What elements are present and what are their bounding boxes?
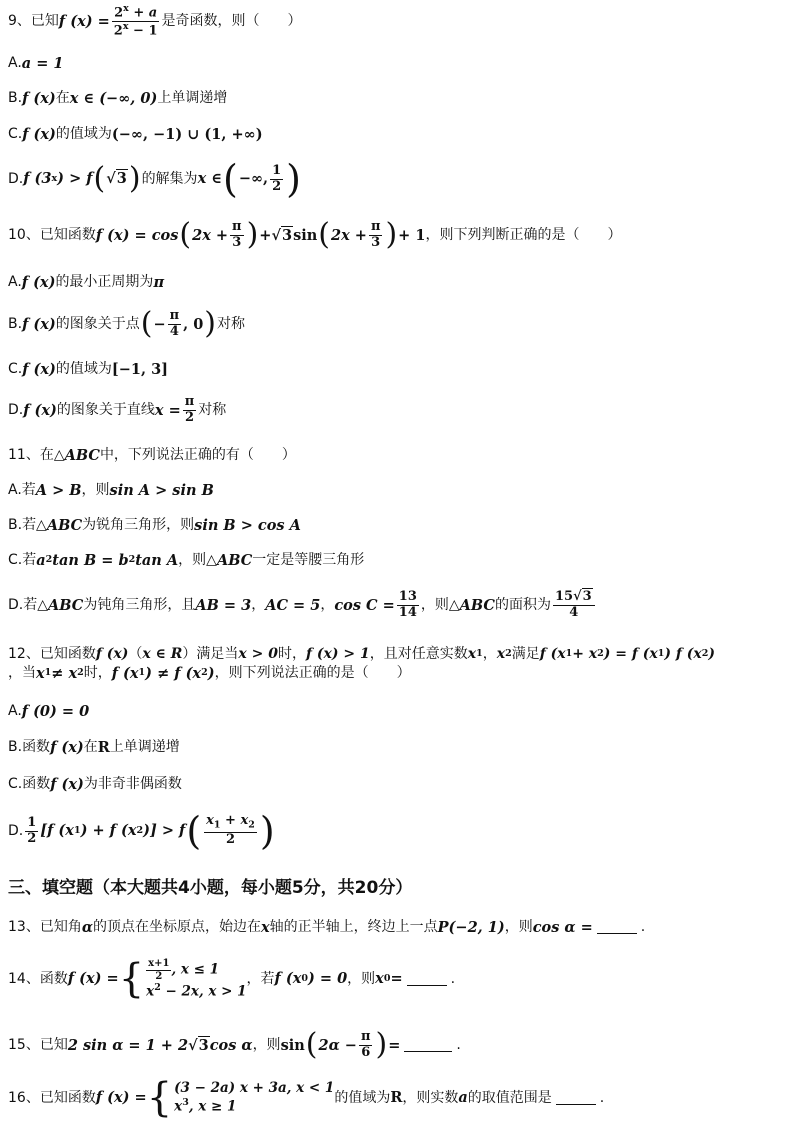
q9-stem: 9、 已知 f (x) = $\frac{2^x + a}{2^x - 1}$ 是奇函数，则（ ） (8, 3, 302, 39)
fraction: $\frac{2^x + a}{2^x - 1}$ (113, 3, 158, 39)
q11-option-a: A. 若 A > B ，则 sin A > sin B (8, 482, 214, 499)
section-heading: 三、填空题（本大题共4小题，每小题5分，共20分） (8, 878, 413, 898)
q14-stem: 14、 函数 f (x) = { $\frac{x+1}{2}$ , x ≤ 1 $x^2 - 2x$, x > 1 ，若 f (x 0 ) = 0 ，则 x 0 = . (8, 956, 456, 1003)
question-number: 14、 (8, 970, 40, 987)
q12-option-a: A. f (0) = 0 (8, 703, 90, 720)
answer-blank[interactable] (597, 921, 637, 934)
q12-option-c: C. 函数 f (x) 为非奇非偶函数 (8, 776, 182, 793)
q15-stem: 15、 已知 2 sin α = 1 + 2 √3 cos α ，则 sin ( 2α − $\frac{\pi}{6}$ ) = . (8, 1027, 461, 1063)
q10-option-a: A. f (x) 的最小正周期为 π (8, 274, 165, 291)
q10-option-c: C. f (x) 的值域为 [−1, 3] (8, 361, 169, 378)
q12-option-d: D. $\frac{1}{2}$ [f (x 1 ) + f (x 2 )] > f ( $\frac{x_1 + x_2}{2}$ ) (8, 809, 275, 853)
question-number: 11、 (8, 447, 40, 464)
question-number: 9、 (8, 13, 31, 30)
piecewise-cases: $\frac{x+1}{2}$ , x ≤ 1 $x^2 - 2x$, x > 1 (146, 958, 247, 1000)
q10-stem: 10、 已知函数 f (x) = cos ( 2x + $\frac{\pi}{3}$ ) + √3 sin ( 2x + $\frac{\pi}{3}$ ) + 1 ，则下列判断正确的是（ ） (8, 217, 622, 253)
q12-stem-line2: ，当 x 1 ≠ x 2 时， f (x 1 ) ≠ f (x 2 ) ，则下列说法正确的是（ ） (8, 665, 411, 682)
q9-option-b: B. f (x) 在 x ∈ (−∞, 0) 上单调递增 (8, 90, 228, 107)
q12-option-b: B. 函数 f (x) 在 R 上单调递增 (8, 739, 180, 756)
question-number: 10、 (8, 226, 40, 243)
q11-option-b: B. 若△ ABC 为锐角三角形，则 sin B > cos A (8, 517, 301, 534)
q10-option-d: D. f (x) 的图象关于直线 x = $\frac{\pi}{2}$ 对称 (8, 394, 227, 425)
piecewise-cases: (3 − 2a) x + 3a, x < 1 $x^3$, x ≥ 1 (174, 1080, 335, 1115)
q11-stem: 11、 在△ ABC 中，下列说法正确的有（ ） (8, 447, 296, 464)
question-number: 13、 (8, 919, 40, 936)
q12-stem-line1: 12、 已知函数 f (x) （ x ∈ R ）满足当 x > 0 时， f (x) > 1 ，且对任意实数 x 1 ， x 2 满足 f (x 1 + x 2 ) = f (x 1 ) f (x 2 ) (8, 646, 715, 662)
q11-option-d: D. 若△ ABC 为钝角三角形，且 AB = 3 ， AC = 5 ， cos C = $\frac{13}{14}$ ，则△ ABC 的面积为 $\frac{15√3}{4}$ (8, 590, 786, 621)
q11-option-c: C. 若 a 2 tan B = b 2 tan A ，则△ ABC 一定是等腰三角形 (8, 552, 365, 569)
question-number: 12、 (8, 646, 40, 662)
q10-option-b: B. f (x) 的图象关于点 ( − $\frac{\pi}{4}$ , 0 ) 对称 (8, 306, 246, 342)
answer-blank[interactable] (556, 1092, 596, 1105)
q9-option-c: C. f (x) 的值域为 (−∞, −1) ∪ (1, +∞) (8, 126, 263, 143)
q9-option-a: A. a = 1 (8, 55, 64, 72)
question-number: 15、 (8, 1036, 40, 1053)
answer-blank[interactable] (407, 973, 447, 986)
q13-stem: 13、 已知角 α 的顶点在坐标原点，始边在 x 轴的正半轴上，终边上一点 P(−2, 1) ，则 cos α = . (8, 919, 646, 936)
question-number: 16、 (8, 1089, 40, 1106)
q9-option-d: D. f (3 x ) > f ( √3 ) 的解集为 x ∈ ( −∞, $\frac{1}{2}$ ) (8, 157, 301, 201)
answer-blank[interactable] (404, 1039, 452, 1052)
q16-stem: 16、 已知函数 f (x) = { (3 − 2a) x + 3a, x < 1 $x^3$, x ≥ 1 的值域为 R ，则实数 a 的取值范围是 . (8, 1075, 605, 1121)
